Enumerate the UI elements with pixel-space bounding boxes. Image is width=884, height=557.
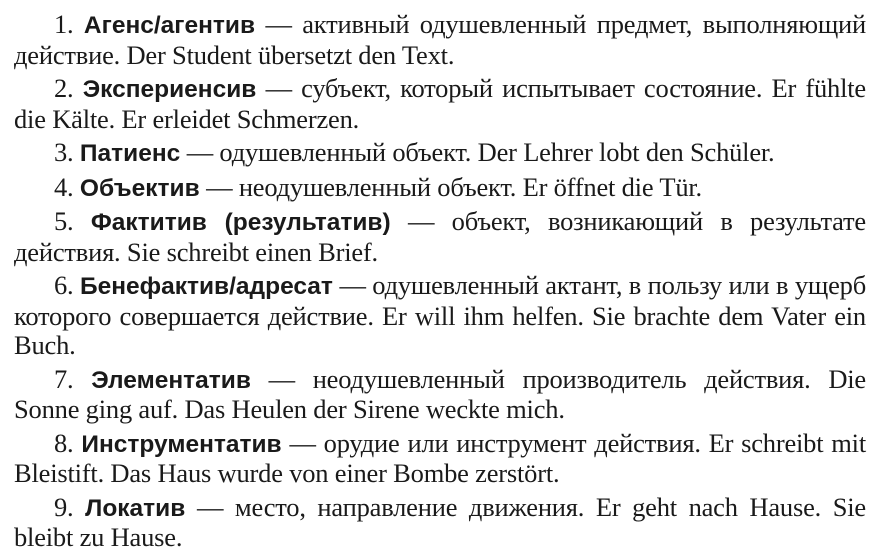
- list-item: [14, 10, 866, 70]
- item-text: — неодушевленный объект. Er öffnet die Tür.: [199, 171, 702, 202]
- item-text: — место, направление движения. Er geht nach Hause. Sie bleibt zu Hause.: [14, 491, 866, 552]
- item-term: Патиенс: [79, 140, 181, 167]
- list-item: [14, 207, 866, 267]
- list-item: [14, 365, 866, 425]
- item-number: 1.: [54, 9, 74, 39]
- item-term: Объектив: [79, 174, 200, 202]
- item-number: 7.: [54, 363, 74, 394]
- item-term: Локатив: [85, 494, 186, 522]
- item-text: — орудие или инструмент действия. Er schreibt mit Bleistift. Das Haus wurde von einer Bombe zerstört.: [14, 427, 866, 488]
- list-item: [14, 429, 866, 489]
- item-term: Элементатив: [91, 366, 251, 394]
- item-text: — активный одушевленный предмет, выполняющий действие. Der Student übersetzt den Text.: [14, 9, 866, 70]
- item-text: — объект, возникающий в результате действия. Sie schreibt einen Brief.: [14, 206, 866, 267]
- list-item: [14, 271, 866, 361]
- list-item: [14, 173, 866, 204]
- item-text: — одушевленный актант, в пользу или в ущерб которого совершается действие. Er will ihm helfen. Sie brachte dem Vater ein Buch.: [14, 270, 866, 360]
- item-number: 4.: [54, 171, 74, 202]
- item-number: 5.: [54, 206, 74, 236]
- item-term: Агенс/агентив: [83, 12, 256, 39]
- item-term: Экспериенсив: [82, 76, 257, 103]
- item-text: — одушевленный объект. Der Lehrer lobt den Schüler.: [180, 137, 775, 167]
- item-number: 8.: [54, 427, 74, 458]
- item-number: 6.: [54, 270, 74, 300]
- item-number: 2.: [54, 73, 74, 103]
- item-text: — неодушевленный производитель действия. Die Sonne ging auf. Das Heulen der Sirene weckte mich.: [14, 363, 866, 424]
- item-text: — субъект, который испытывает состояние. Er fühlte die Kälte. Er erleidet Schmerzen.: [14, 73, 866, 134]
- item-term: Бенефактив/адресат: [80, 273, 333, 300]
- document-body: [14, 10, 866, 557]
- list-item: [14, 74, 866, 134]
- list-item: [14, 493, 866, 553]
- item-term: Фактитив (результатив): [90, 209, 391, 236]
- item-number: 3.: [54, 137, 74, 167]
- item-term: Инструментатив: [81, 430, 282, 458]
- list-item: [14, 138, 866, 169]
- item-number: 9.: [54, 491, 74, 522]
